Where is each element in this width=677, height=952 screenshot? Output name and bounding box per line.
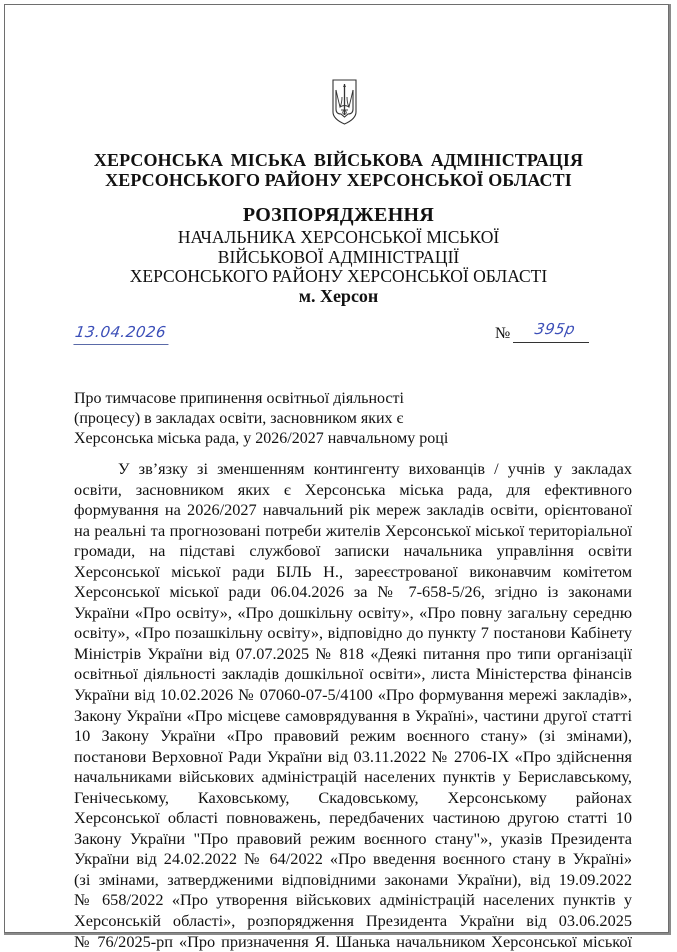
body-line: громади, на підставі службової записки начальника управління освіти: [74, 541, 632, 561]
body-paragraph: [74, 459, 632, 952]
city-label: м. Херсон: [298, 286, 379, 306]
body-line: Херсонської області повноважень, передбачених частиною другою статті 10: [74, 808, 632, 828]
body-line: України від 10.02.2026 № 07060-07-5/4100 «Про формування мережі закладів»,: [74, 685, 632, 705]
body-line: формування на 2026/2027 навчальний рік мереж закладів освіти, орієнтованої: [74, 500, 632, 520]
issuer-line-3: ХЕРСОНСЬКОГО РАЙОНУ ХЕРСОНСЬКОЇ ОБЛАСТІ: [129, 266, 548, 286]
body-line: начальниками військових адміністрацій населених пунктів у Бериславському,: [74, 767, 632, 787]
organization-name-line-2: ХЕРСОНСЬКОГО РАЙОНУ ХЕРСОНСЬКОЇ ОБЛАСТІ: [105, 170, 572, 190]
body-line: Херсонської міської ради 06.04.2026 за № 7-658-5/26, згідно із законами: [74, 582, 632, 602]
handwritten-date: 13.04.2026: [73, 322, 171, 345]
body-line: Херсонській області», розпорядження Президента України від 03.06.2025: [74, 911, 632, 931]
body-line: № 76/2025-рп «Про призначення Я. Шанька начальником Херсонської міської: [74, 931, 632, 951]
document-subject: [74, 389, 494, 449]
issuer-line-1: НАЧАЛЬНИКА ХЕРСОНСЬКОЇ МІСЬКОЇ: [177, 227, 500, 247]
subject-line: Про тимчасове припинення освітньої діяльності: [74, 390, 404, 407]
body-line: освіти, засновником яких є Херсонська міська рада, для ефективного: [74, 479, 632, 499]
coat-of-arms-icon: [332, 79, 357, 125]
body-line: освітньої діяльності закладів дошкільної освіти», листа Міністерства фінансів: [74, 664, 632, 684]
body-line: України від 24.02.2022 № 64/2022 «Про введення воєнного стану в Україні»: [74, 849, 632, 869]
body-line: 10 Закону України «Про правовий режим воєнного стану» (зі змінами),: [74, 726, 632, 746]
body-line: України «Про освіту», «Про дошкільну освіту», «Про повну загальну середню: [74, 602, 632, 622]
body-line: освіту», «Про позашкільну освіту», відповідно до пункту 7 постанови Кабінету: [74, 623, 632, 643]
organization-name-line-1: ХЕРСОНСЬКА МІСЬКА ВІЙСЬКОВА АДМІНІСТРАЦІЯ: [93, 150, 584, 170]
body-line: Генічеському, Каховському, Скадовському, Херсонському районах: [74, 787, 632, 807]
body-line: № 658/2022 «Про утворення військових адміністрацій населених пунктів у: [74, 890, 632, 910]
body-line: Закону України "Про правовий режим воєнного стану"», указів Президента: [74, 828, 632, 848]
number-label: №: [495, 325, 511, 342]
body-line: Закону України «Про місцеве самоврядування в Україні», частини другої статті: [74, 705, 632, 725]
body-line: Херсонської міської ради БІЛЬ Н., зареєстрованої виконавчим комітетом: [74, 561, 632, 581]
document-type-title: РОЗПОРЯДЖЕННЯ: [242, 204, 435, 226]
page-frame-shadow-right: [669, 4, 671, 935]
issuer-line-2: ВІЙСЬКОВОЇ АДМІНІСТРАЦІЇ: [217, 247, 460, 267]
subject-line: Херсонська міська рада, у 2026/2027 навчальному році: [74, 430, 449, 447]
body-line: Міністрів України від 07.07.2025 № 818 «Деякі питання про типи організації: [74, 643, 632, 663]
body-line: У зв’язку зі зменшенням контингенту вихованців / учнів у закладах: [118, 459, 632, 478]
handwritten-number: 395р: [533, 320, 577, 338]
body-line: постанови Верховної Ради України від 03.11.2022 № 2706-IX «Про здійснення: [74, 746, 632, 766]
body-line: на реальні та прогнозовані потреби жителів Херсонської міської територіальної: [74, 520, 632, 540]
body-line: (зі змінами, затвердженими відповідними законами України), від 19.09.2022: [74, 869, 632, 889]
number-underline: [513, 342, 589, 343]
subject-line: (процесу) в закладах освіти, засновником яких є: [74, 410, 404, 427]
